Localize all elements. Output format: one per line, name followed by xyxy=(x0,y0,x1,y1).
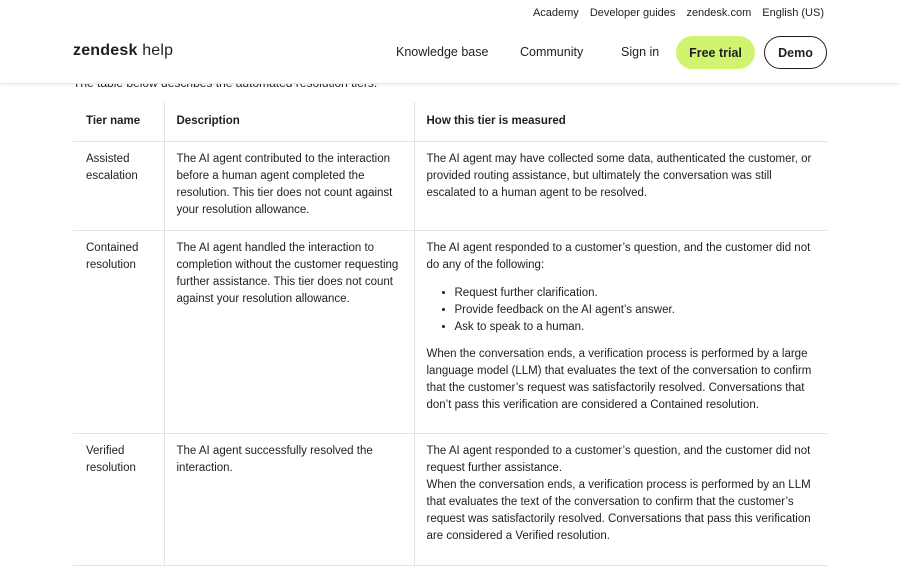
measurement-text: When the conversation ends, a verification process is performed by an LLM that evaluates the text of the conversation to confirm that the customer’s request was satisfactorily resolved. Conversations that pass this verification are considered a Verified resolution. xyxy=(426,478,811,542)
tier-measurement-cell xyxy=(414,433,827,565)
tier-measurement-cell xyxy=(414,141,827,230)
measurement-text: When the conversation ends, a verification process is performed by a large language model (LLM) that evaluates the text of the conversation to confirm that the customer’s request was satisfactorily resolved. Conversations that don’t pass this verification are considered a Contained resolution. xyxy=(426,347,812,411)
table-header-row xyxy=(73,102,827,141)
nav-community[interactable]: Community xyxy=(520,45,584,59)
measurement-text: The AI agent responded to a customer’s question, and the customer did not request further assistance. xyxy=(426,444,811,474)
list-item: • Request further clarification. xyxy=(455,285,820,302)
tier-measurement-cell xyxy=(414,230,827,433)
demo-button[interactable]: Demo xyxy=(764,36,827,69)
site-header xyxy=(0,0,900,84)
table-row xyxy=(73,230,827,433)
table-row xyxy=(73,141,827,230)
measurement-text: The AI agent may have collected some data, authenticated the customer, or provided routing assistance, but ultimately the conversation was still escalated to a human agent to be resolved. xyxy=(426,152,812,199)
column-header-tier-name: Tier name xyxy=(73,102,164,141)
tier-name-cell: Assisted escalation xyxy=(73,141,164,230)
nav-knowledge-base[interactable]: Knowledge base xyxy=(396,45,489,59)
list-item: • Provide feedback on the AI agent’s answer. xyxy=(455,302,820,319)
logo-brand: zendesk xyxy=(73,42,138,59)
measurement-text: The AI agent responded to a customer’s question, and the customer did not do any of the following: xyxy=(426,241,811,271)
list-item: • Ask to speak to a human. xyxy=(455,319,820,336)
language-selector[interactable]: English (US) xyxy=(762,7,824,19)
developer-guides-link[interactable]: Developer guides xyxy=(589,7,676,19)
column-header-description: Description xyxy=(164,102,414,141)
table-row xyxy=(73,433,827,565)
sign-in-link[interactable]: Sign in xyxy=(621,45,660,59)
free-trial-button[interactable]: Free trial xyxy=(676,36,755,69)
academy-link[interactable]: Academy xyxy=(532,7,579,19)
logo-suffix: help xyxy=(137,42,174,59)
exclusion-list xyxy=(455,285,820,336)
tier-description-cell: The AI agent handled the interaction to completion without the customer requesting further assistance. This tier does not count against your resolution allowance. xyxy=(164,230,414,433)
zendesk-com-link[interactable]: zendesk.com xyxy=(686,7,752,19)
utility-links xyxy=(533,7,824,19)
tier-description-cell: The AI agent successfully resolved the interaction. xyxy=(164,433,414,565)
tier-name-cell: Verified resolution xyxy=(73,433,164,565)
resolution-tiers-table xyxy=(73,102,827,566)
column-header-measurement: How this tier is measured xyxy=(414,102,827,141)
tier-name-cell: Contained resolution xyxy=(73,230,164,433)
zendesk-help-logo[interactable] xyxy=(73,42,173,60)
tier-description-cell: The AI agent contributed to the interaction before a human agent completed the resolution. This tier does not count against your resolution allowance. xyxy=(164,141,414,230)
